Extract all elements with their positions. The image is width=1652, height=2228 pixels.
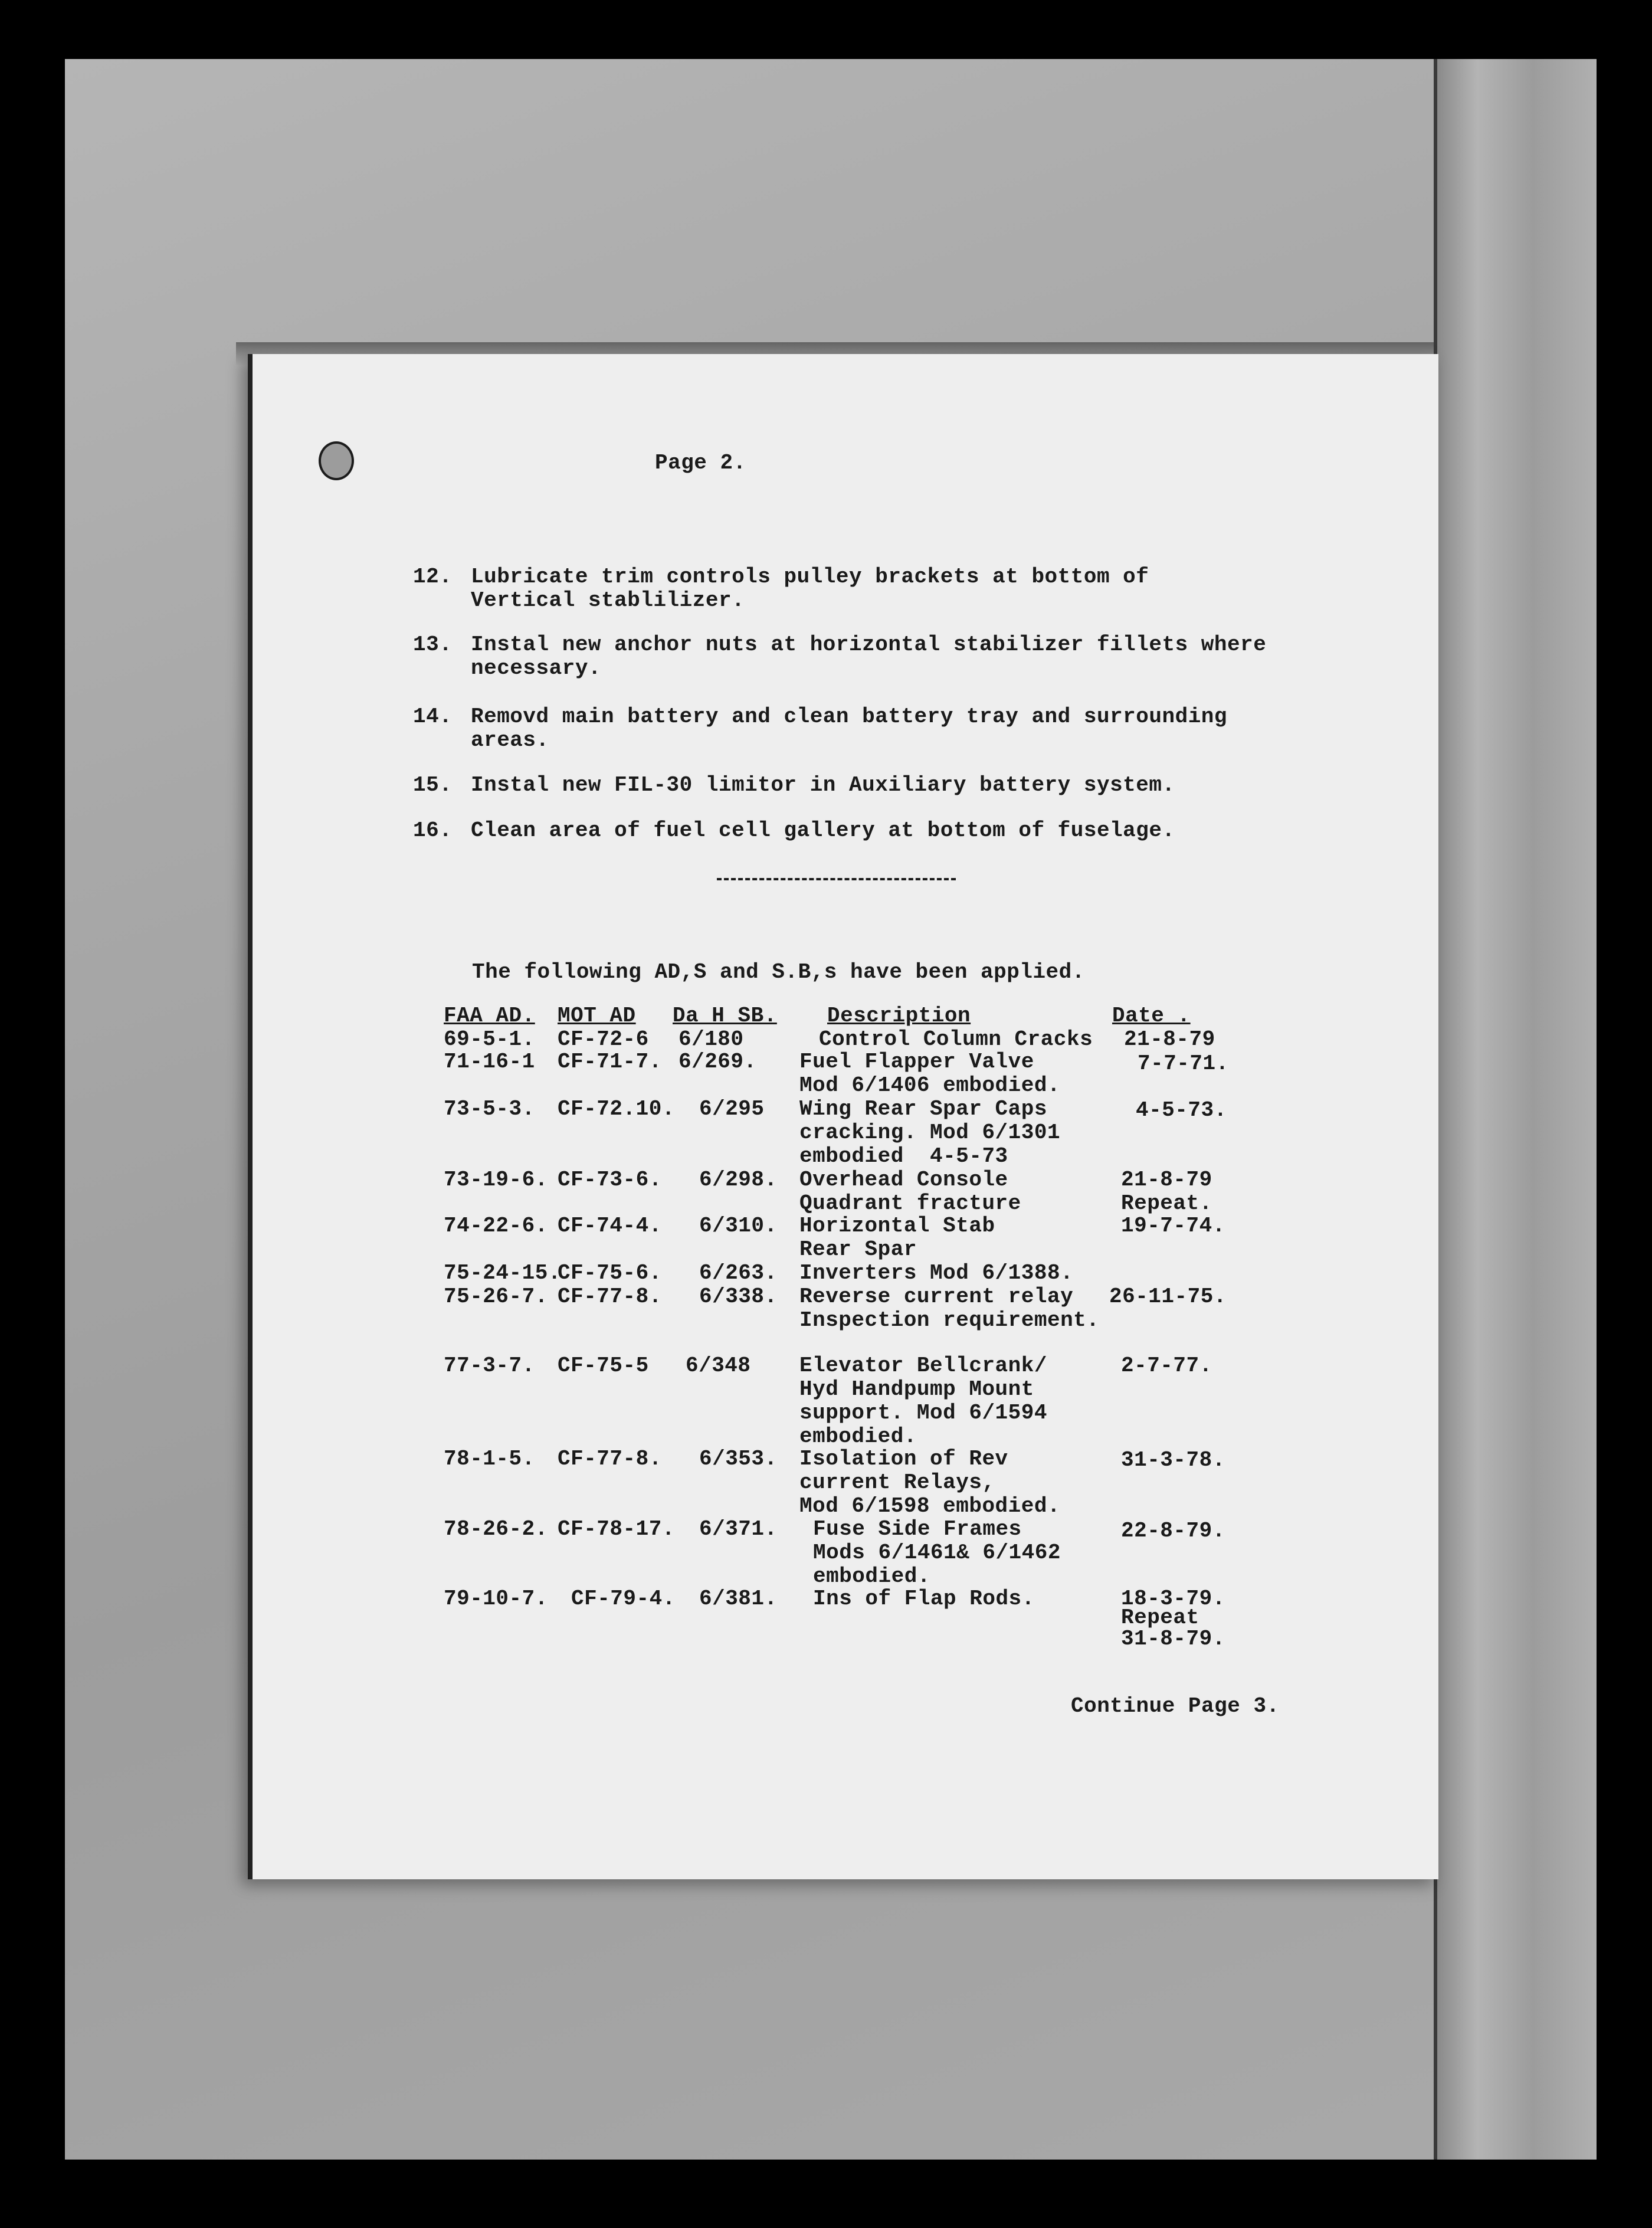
cell-description: Elevator Bellcrank/ <box>799 1354 1047 1378</box>
cell-description: embodied 4-5-73 <box>799 1144 1008 1168</box>
cell-description: Wing Rear Spar Caps <box>799 1097 1047 1121</box>
cell-date: 31-3-78. <box>1121 1448 1225 1472</box>
task-text: Instal new anchor nuts at horizontal stabilizer fillets where <box>471 633 1267 657</box>
cell-date: Repeat <box>1121 1606 1199 1630</box>
task-text: areas. <box>471 728 549 752</box>
cell-mot-ad: CF-72.10. <box>558 1097 675 1121</box>
cell-description: Horizontal Stab <box>799 1214 995 1238</box>
cell-mot-ad: CF-78-17. <box>558 1517 675 1541</box>
header-date: Date . <box>1112 1004 1191 1028</box>
cell-date: 19-7-74. <box>1121 1214 1225 1238</box>
task-text: Instal new FIL-30 limitor in Auxiliary battery system. <box>471 773 1175 797</box>
cell-faa-ad: 77-3-7. <box>444 1354 535 1378</box>
cell-description: Mod 6/1598 embodied. <box>799 1494 1061 1518</box>
cell-description: Mods 6/1461& 6/1462 <box>813 1541 1061 1565</box>
cell-mot-ad: CF-74-4. <box>558 1214 662 1238</box>
cell-description: Ins of Flap Rods. <box>813 1587 1035 1611</box>
cell-mot-ad: CF-77-8. <box>558 1285 662 1309</box>
cell-dah-sb: 6/269. <box>678 1050 757 1074</box>
cell-description: support. Mod 6/1594 <box>799 1401 1047 1425</box>
cell-mot-ad: CF-75-5 <box>558 1354 649 1378</box>
cell-date: 18-3-79. <box>1121 1587 1225 1611</box>
cell-description: Inverters Mod 6/1388. <box>799 1261 1074 1285</box>
task-text: Clean area of fuel cell gallery at bottom of fuselage. <box>471 818 1175 843</box>
cell-faa-ad: 75-26-7. <box>444 1285 548 1309</box>
cell-description: Fuel Flapper Valve <box>799 1050 1034 1074</box>
header-mot-ad: MOT AD <box>558 1004 636 1028</box>
task-number: 15. <box>413 773 453 797</box>
task-number: 14. <box>413 705 453 729</box>
continue-note: Continue Page 3. <box>1071 1694 1280 1718</box>
cell-faa-ad: 73-5-3. <box>444 1097 535 1121</box>
cell-date: 21-8-79 <box>1121 1168 1212 1192</box>
cell-description: cracking. Mod 6/1301 <box>799 1120 1061 1145</box>
cell-dah-sb: 6/371. <box>699 1517 778 1541</box>
cell-faa-ad: 71-16-1 <box>444 1050 535 1074</box>
cell-dah-sb: 6/263. <box>699 1261 778 1285</box>
header-description: Description <box>827 1004 971 1028</box>
header-faa-ad: FAA AD. <box>444 1004 535 1028</box>
cell-date: 4-5-73. <box>1136 1098 1227 1122</box>
task-number: 12. <box>413 565 453 589</box>
cell-date: 2-7-77. <box>1121 1354 1212 1378</box>
cell-description: Quadrant fracture <box>799 1191 1021 1215</box>
page-number: Page 2. <box>655 451 746 475</box>
cell-faa-ad: 78-1-5. <box>444 1447 535 1471</box>
cell-dah-sb: 6/353. <box>699 1447 778 1471</box>
cell-date: 22-8-79. <box>1121 1519 1225 1543</box>
header-dah-sb: Da H SB. <box>673 1004 777 1028</box>
cell-faa-ad: 73-19-6. <box>444 1168 548 1192</box>
task-number: 13. <box>413 633 453 657</box>
cell-dah-sb: 6/338. <box>699 1285 778 1309</box>
cell-mot-ad: CF-72-6 <box>558 1027 649 1051</box>
cell-description: Reverse current relay <box>799 1285 1074 1309</box>
cell-dah-sb: 6/298. <box>699 1168 778 1192</box>
cell-description: embodied. <box>813 1564 930 1588</box>
backing-board-edge <box>1434 59 1597 2160</box>
punch-hole <box>319 441 354 480</box>
cell-description: Fuse Side Frames <box>813 1517 1022 1541</box>
cell-faa-ad: 78-26-2. <box>444 1517 548 1541</box>
cell-faa-ad: 74-22-6. <box>444 1214 548 1238</box>
cell-date: 7-7-71. <box>1138 1051 1229 1076</box>
cell-faa-ad: 79-10-7. <box>444 1587 548 1611</box>
cell-description: Inspection requirement. <box>799 1308 1100 1332</box>
section-divider <box>717 878 956 880</box>
cell-description: current Relays, <box>799 1470 995 1495</box>
task-text: Vertical stablilizer. <box>471 588 745 612</box>
cell-faa-ad: 75-24-15. <box>444 1261 561 1285</box>
task-number: 16. <box>413 818 453 843</box>
cell-faa-ad: 69-5-1. <box>444 1027 535 1051</box>
cell-dah-sb: 6/381. <box>699 1587 778 1611</box>
intro-text: The following AD,S and S.B,s have been applied. <box>472 960 1085 984</box>
cell-date: 21-8-79 <box>1124 1027 1215 1051</box>
cell-dah-sb: 6/180 <box>678 1027 744 1051</box>
cell-description: Control Column Cracks <box>819 1027 1093 1051</box>
cell-description: Rear Spar <box>799 1237 917 1262</box>
cell-mot-ad: CF-77-8. <box>558 1447 662 1471</box>
cell-date: 31-8-79. <box>1121 1627 1225 1651</box>
cell-dah-sb: 6/310. <box>699 1214 778 1238</box>
cell-description: Mod 6/1406 embodied. <box>799 1073 1061 1097</box>
cell-description: Isolation of Rev <box>799 1447 1008 1471</box>
cell-date: 26-11-75. <box>1109 1285 1227 1309</box>
task-text: necessary. <box>471 656 602 680</box>
cell-mot-ad: CF-73-6. <box>558 1168 662 1192</box>
cell-dah-sb: 6/295 <box>699 1097 765 1121</box>
task-text: Removd main battery and clean battery tray and surrounding <box>471 705 1228 729</box>
cell-description: Hyd Handpump Mount <box>799 1377 1034 1401</box>
cell-date: Repeat. <box>1121 1191 1212 1215</box>
cell-description: embodied. <box>799 1424 917 1449</box>
task-text: Lubricate trim controls pulley brackets at bottom of <box>471 565 1149 589</box>
cell-mot-ad: CF-75-6. <box>558 1261 662 1285</box>
cell-dah-sb: 6/348 <box>686 1354 751 1378</box>
cell-mot-ad: CF-71-7. <box>558 1050 662 1074</box>
cell-mot-ad: CF-79-4. <box>571 1587 676 1611</box>
cell-description: Overhead Console <box>799 1168 1008 1192</box>
